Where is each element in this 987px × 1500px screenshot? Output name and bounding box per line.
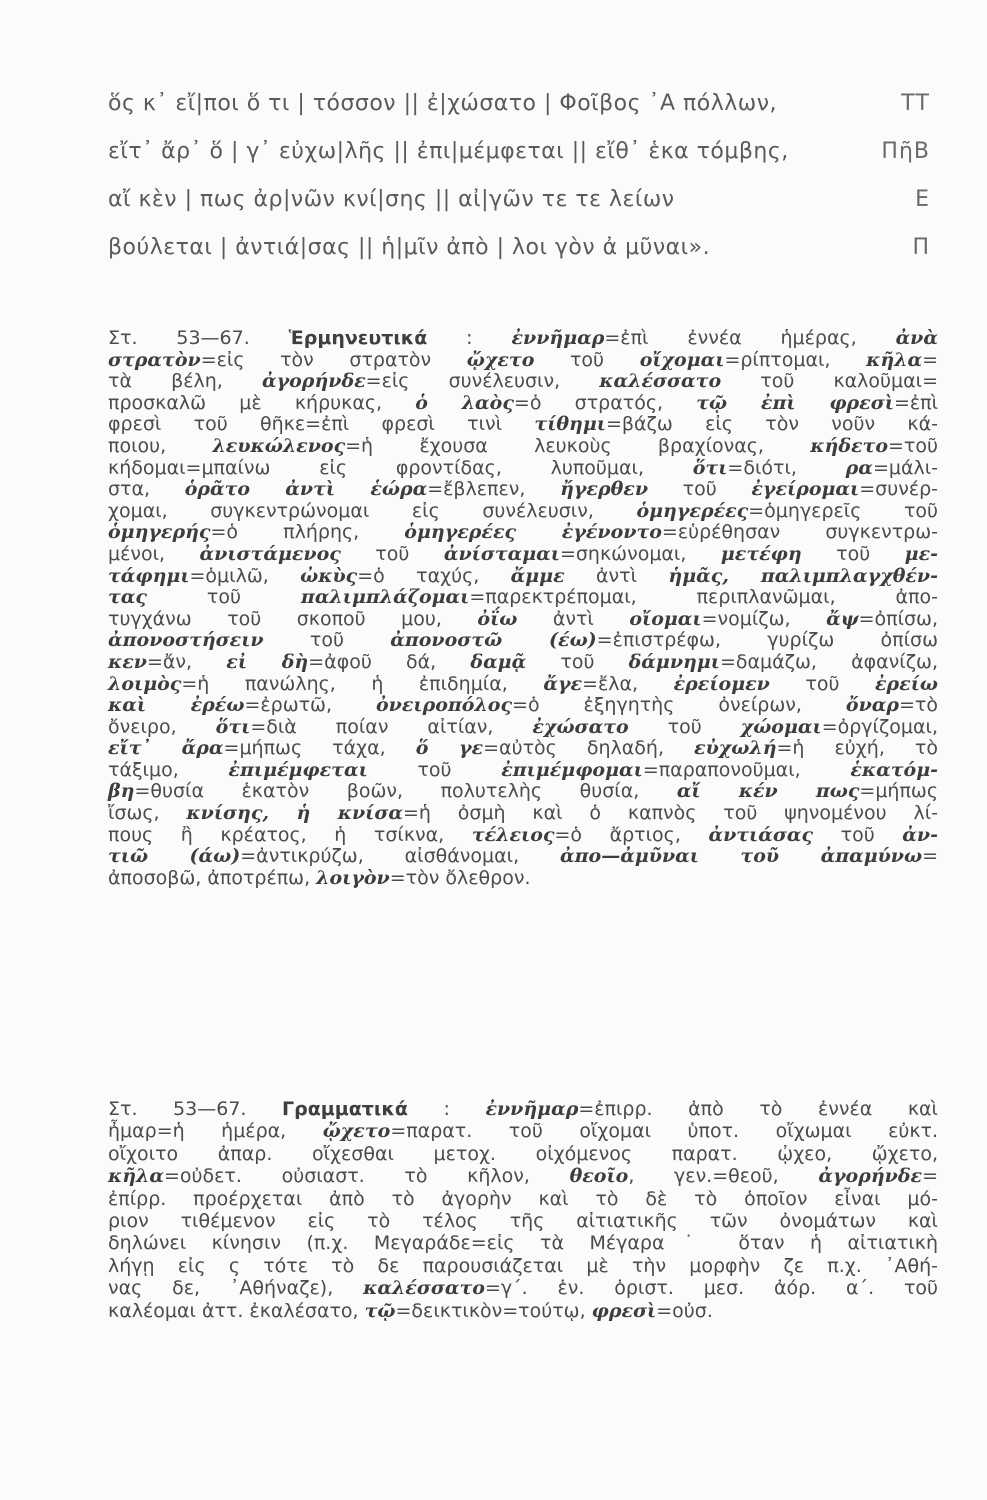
gloss-text: =τὸ bbox=[899, 694, 938, 717]
gloss-text: = bbox=[922, 348, 938, 371]
text-line bbox=[108, 695, 938, 717]
text-line bbox=[108, 544, 938, 566]
text-line bbox=[108, 674, 938, 696]
gloss-text: πους ἢ κρέατος, ἡ τσίκνα, bbox=[108, 823, 472, 846]
gloss-text: ποιου, bbox=[108, 434, 213, 457]
gloss-text: ἀποσοβῶ, ἀποτρέπω, bbox=[108, 866, 317, 889]
gloss-text: =μήπως τάχα, bbox=[223, 737, 416, 760]
text-line bbox=[108, 630, 938, 652]
gloss-text: =ὁ ἐξηγητὴς ὀνείρων, bbox=[512, 694, 846, 717]
greek-term: ἐννῆμαρ bbox=[485, 1098, 579, 1120]
text-line bbox=[108, 803, 938, 825]
greek-term: τάφημι bbox=[108, 564, 190, 587]
gloss-text: χομαι, συγκεντρώνομαι εἰς συνέλευσιν, bbox=[108, 499, 637, 522]
gloss-text: =ἡ ὀσμὴ καὶ ὁ καπνὸς τοῦ ψηνομένου λί- bbox=[402, 802, 938, 825]
text-line bbox=[108, 825, 938, 847]
greek-term: ὁρᾶτο ἀντὶ ἑώρα bbox=[184, 478, 428, 501]
gloss-text: =ὁ στρατός, bbox=[513, 391, 697, 414]
greek-term: ὅτι bbox=[215, 715, 251, 738]
gloss-text: =ὁ ταχύς, bbox=[357, 564, 511, 587]
gloss-text: ριον τιθέμενον εἰς τὸ τέλος τῆς αἰτιατικῆς τῶν ὀνομάτων καὶ bbox=[108, 1210, 938, 1233]
text-line bbox=[108, 328, 938, 350]
greek-term: κῆλα bbox=[108, 1165, 164, 1188]
text-line bbox=[108, 846, 938, 868]
greek-term: φρεσὶ bbox=[591, 1299, 657, 1322]
gloss-text: =ἔλα, bbox=[582, 672, 674, 695]
greek-term: ἀπο—ἀμῦναι τοῦ ἀπαμύνω bbox=[560, 845, 923, 868]
greek-term: τέλειος bbox=[471, 823, 555, 846]
gloss-text: =διότι, bbox=[727, 456, 846, 479]
greek-term: ὄναρ bbox=[845, 694, 900, 717]
greek-term: καλέσσατο bbox=[599, 370, 722, 393]
text-line bbox=[108, 501, 938, 523]
section-heading: Ἑρμηνευτικά bbox=[288, 327, 428, 349]
gloss-text: τοῦ bbox=[367, 758, 502, 781]
gloss-text: =ἀντικρύζω, αἰσθάνομαι, bbox=[240, 845, 561, 868]
text-line bbox=[108, 587, 938, 609]
gloss-text: προσκαλῶ μὲ κήρυκας, bbox=[108, 391, 416, 414]
gloss-text: = bbox=[922, 1165, 938, 1188]
gloss-text: φρεσὶ τοῦ θῆκε=ἐπὶ φρεσὶ τινὶ bbox=[108, 413, 535, 436]
gloss-text: =εἰς τὸν στρατὸν bbox=[200, 348, 467, 371]
meter-notation: Ε bbox=[915, 187, 930, 212]
text-line bbox=[108, 1188, 938, 1210]
gloss-text: =τὸν ὄλεθρον. bbox=[389, 866, 531, 889]
greek-term: τίθημι bbox=[534, 413, 606, 436]
gloss-text: τὰ βέλη, bbox=[108, 370, 262, 393]
gloss-text: =ὀπίσω, bbox=[858, 607, 938, 630]
gloss-text: =ἄν, bbox=[146, 650, 227, 673]
gloss-text: Στ. 53—67. bbox=[108, 1098, 283, 1120]
gloss-text: τυγχάνω τοῦ σκοποῦ μου, bbox=[108, 607, 478, 630]
text-line bbox=[108, 1098, 938, 1120]
greek-term: κήδετο bbox=[810, 434, 889, 457]
greek-term: ἀν- bbox=[902, 823, 938, 846]
gloss-text: =θυσία ἑκατὸν βοῶν, πολυτελὴς θυσία, bbox=[134, 780, 677, 803]
gloss-text: τοῦ bbox=[146, 586, 301, 609]
gloss-text: =βάζω εἰς τὸν νοῦν κά- bbox=[605, 413, 938, 436]
gloss-text: νας δε, ᾿Αθήναζε), bbox=[108, 1277, 364, 1300]
text-line bbox=[108, 1165, 938, 1187]
greek-term: ἐπιμέμφομαι bbox=[501, 758, 643, 781]
gloss-text: =δεικτικὸν=τούτῳ, bbox=[395, 1299, 592, 1322]
greek-term: ἀνὰ bbox=[895, 327, 938, 349]
meter-notation: ΤΤ bbox=[901, 91, 930, 116]
greek-term: οἴομαι bbox=[629, 607, 702, 630]
gloss-text: ἐπίρρ. προέρχεται ἀπὸ τὸ ἀγορὴν καὶ τὸ δὲ τὸ ὁποῖον εἶναι μό- bbox=[108, 1187, 938, 1210]
gloss-text: τοῦ bbox=[813, 823, 903, 846]
text-line bbox=[108, 371, 938, 393]
greek-term: ὁμηγερέες ἐγένοντο bbox=[404, 521, 662, 544]
gloss-text: =αὐτὸς δηλαδή, bbox=[483, 737, 695, 760]
gloss-text: ἴσως, bbox=[108, 802, 187, 825]
gloss-text: =ἐπιρρ. ἀπὸ τὸ ἐννέα καὶ bbox=[578, 1098, 938, 1120]
verse-line bbox=[108, 134, 958, 182]
greek-term: ἀγορήνδε bbox=[818, 1165, 923, 1188]
verse-block bbox=[108, 86, 958, 278]
greek-term: ὀνειροπόλος bbox=[375, 694, 513, 717]
greek-term: ἤγερθεν bbox=[560, 478, 649, 501]
greek-term: θεοῖο bbox=[569, 1165, 629, 1188]
greek-term: κνίσης, ἡ κνίσα bbox=[186, 802, 403, 825]
gloss-text: =παρατ. τοῦ οἴχομαι ὑποτ. οἴχωμαι εὐκτ. bbox=[390, 1120, 939, 1143]
gloss-text: =μήπως bbox=[859, 780, 938, 803]
gloss-text: =σηκώνομαι, bbox=[559, 542, 721, 565]
text-line bbox=[108, 479, 938, 501]
gloss-text: στα, bbox=[108, 478, 185, 501]
gloss-text: =ἐπὶ ἐννέα ἡμέρας, bbox=[604, 327, 896, 349]
gloss-text: =ὁμιλῶ, bbox=[189, 564, 301, 587]
gloss-text: =ἐπὶ bbox=[893, 391, 938, 414]
greek-term: ὅ γε bbox=[415, 737, 484, 760]
gloss-text: =οὐδετ. οὐσιαστ. τὸ κῆλον, bbox=[164, 1165, 570, 1188]
hermeneutic-notes bbox=[108, 328, 938, 889]
gloss-text: =ἡ πανώλης, ἡ ἐπιδημία, bbox=[181, 672, 544, 695]
gloss-text: = bbox=[922, 845, 939, 868]
greek-term: ἄψ bbox=[826, 607, 859, 630]
greek-term: ἄμμε bbox=[510, 564, 565, 587]
gloss-text: =συνέρ- bbox=[859, 478, 939, 501]
greek-term: ᾤχετο bbox=[322, 1120, 391, 1143]
grammar-notes bbox=[108, 1098, 938, 1322]
gloss-text: =ὁ πλήρης, bbox=[210, 521, 405, 544]
greek-term: ἐπιμέμφεται bbox=[228, 758, 368, 781]
gloss-text: τοῦ bbox=[526, 650, 629, 673]
verse-text: βούλεται | ἀντιά|σας || ἡ|μῖν ἀπὸ | λοι γὸν ἀ μῦναι». bbox=[108, 235, 711, 260]
text-line bbox=[108, 458, 938, 480]
greek-term: μετέφη bbox=[720, 542, 802, 565]
greek-term: ἐννῆμαρ bbox=[511, 327, 605, 349]
text-line bbox=[108, 1232, 938, 1254]
gloss-text: τοῦ bbox=[628, 715, 741, 738]
greek-term: τας bbox=[108, 586, 147, 609]
gloss-text: τοῦ καλοῦμαι= bbox=[721, 370, 939, 393]
gloss-text: =ρίπτομαι, bbox=[724, 348, 867, 371]
greek-term: ἀνίσταμαι bbox=[443, 542, 560, 565]
greek-term: ἀπονοστήσειν bbox=[108, 629, 264, 652]
greek-term: με- bbox=[904, 542, 939, 565]
gloss-text: τάξιμο, bbox=[108, 758, 229, 781]
greek-term: ἄγε bbox=[543, 672, 583, 695]
greek-term: κεν bbox=[108, 650, 147, 673]
gloss-text: =παραπονοῦμαι, bbox=[642, 758, 851, 781]
greek-term: στρατὸν bbox=[108, 348, 201, 371]
gloss-text: =ἡ ἔχουσα λευκοὺς βραχίονας, bbox=[345, 434, 811, 457]
text-line bbox=[108, 738, 938, 760]
gloss-text: λήγῃ εἰς ς τότε τὸ δε παρουσιάζεται μὲ τὴν μορφὴν ζε π.χ. ᾿Αθή- bbox=[108, 1254, 938, 1277]
greek-term: λευκώλενος bbox=[212, 434, 346, 457]
text-line bbox=[108, 1120, 938, 1142]
greek-term: τῷ ἐπὶ φρεσὶ bbox=[696, 391, 894, 414]
gloss-text: =εἰς συνέλευσιν, bbox=[365, 370, 600, 393]
gloss-text: τοῦ bbox=[648, 478, 752, 501]
text-line bbox=[108, 1300, 938, 1322]
gloss-text: =ἐπιστρέφω, γυρίζω ὀπίσω bbox=[596, 629, 938, 652]
gloss-text: =νομίζω, bbox=[701, 607, 827, 630]
gloss-text: =εὑρέθησαν συγκεντρω- bbox=[661, 521, 938, 544]
greek-term: ἀνιστάμενος bbox=[199, 542, 341, 565]
gloss-text: =ὁμηγερεῖς τοῦ bbox=[748, 499, 939, 522]
gloss-text: τοῦ bbox=[534, 348, 640, 371]
greek-term: ἀπονοστῶ (έω) bbox=[390, 629, 597, 652]
text-line bbox=[108, 1277, 938, 1299]
gloss-text: : bbox=[407, 1098, 486, 1120]
text-line bbox=[108, 781, 938, 803]
greek-term: δάμνημι bbox=[628, 650, 720, 673]
greek-term: ὁ λαὸς bbox=[415, 391, 514, 414]
greek-term: ἐρείομεν bbox=[673, 672, 770, 695]
text-line bbox=[108, 1210, 938, 1232]
greek-term: εἴτ᾿ ἄρα bbox=[108, 737, 224, 760]
gloss-text: =ὀργίζομαι, bbox=[821, 715, 939, 738]
greek-term: ἡμᾶς, παλιμπλαγχθέν- bbox=[668, 564, 938, 587]
verse-line bbox=[108, 182, 958, 230]
greek-term: ἐρείω bbox=[874, 672, 938, 695]
greek-term: ἀντιάσας bbox=[708, 823, 814, 846]
gloss-text: =ὁ ἄρτιος, bbox=[554, 823, 709, 846]
text-line bbox=[108, 566, 938, 588]
greek-term: τιῶ (άω) bbox=[108, 845, 241, 868]
gloss-text: δηλώνει κίνησιν (π.χ. Μεγαράδε=εἰς τὰ Μέγαρα˙ ὅταν ἡ αἰτιατικὴ bbox=[108, 1232, 938, 1255]
greek-term: ὁμηγερέες bbox=[636, 499, 749, 522]
text-line bbox=[108, 760, 938, 782]
gloss-text: , γεν.=θεοῦ, bbox=[628, 1165, 819, 1188]
greek-term: ἑκατόμ- bbox=[850, 758, 939, 781]
gloss-text: ὄνειρο, bbox=[108, 715, 216, 738]
gloss-text: =παρεκτρέπομαι, περιπλανῶμαι, ἀπο- bbox=[469, 586, 938, 609]
verse-line bbox=[108, 230, 958, 278]
greek-term: λοιμὸς bbox=[108, 672, 182, 695]
text-line bbox=[108, 393, 938, 415]
greek-term: βη bbox=[108, 780, 135, 803]
verse-line bbox=[108, 86, 958, 134]
greek-term: τῷ bbox=[364, 1299, 396, 1322]
gloss-text: ἀντὶ bbox=[517, 607, 630, 630]
gloss-text: =ἡ εὐχή, τὸ bbox=[776, 737, 938, 760]
gloss-text: =διὰ ποίαν αἰτίαν, bbox=[250, 715, 533, 738]
text-line bbox=[108, 609, 938, 631]
greek-term: λοιγὸν bbox=[316, 866, 390, 889]
greek-term: αἴ κέν πως bbox=[676, 780, 860, 803]
gloss-text: =τοῦ bbox=[888, 434, 938, 457]
greek-term: ᾤχετο bbox=[466, 348, 535, 371]
gloss-text: τοῦ bbox=[769, 672, 875, 695]
gloss-text: τοῦ bbox=[801, 542, 905, 565]
verse-text: ὅς κ᾿ εἴ|ποι ὅ τι | τόσσον || ἐ|χώσατο | Φοῖβος ᾿Α πόλλων, bbox=[108, 91, 778, 116]
text-line bbox=[108, 522, 938, 544]
gloss-text: τοῦ bbox=[340, 542, 444, 565]
text-line bbox=[108, 436, 938, 458]
gloss-text: =οὐσ. bbox=[656, 1299, 713, 1322]
gloss-text: καλέομαι ἀττ. ἐκαλέσατο, bbox=[108, 1299, 365, 1322]
greek-term: ἐχώσατο bbox=[532, 715, 629, 738]
verse-text: εἴτ᾿ ἄρ᾿ ὅ | γ᾿ εὐχω|λῆς || ἐπι|μέμφεται || εἴθ᾿ ἑκα τόμβης, bbox=[108, 139, 789, 164]
gloss-text: Στ. 53—67. bbox=[108, 327, 289, 349]
text-line bbox=[108, 350, 938, 372]
gloss-text: μένοι, bbox=[108, 542, 200, 565]
gloss-text: : bbox=[427, 327, 512, 349]
text-line bbox=[108, 868, 938, 890]
section-heading: Γραμματικά bbox=[282, 1098, 408, 1120]
meter-notation: ΠῆΒ bbox=[881, 139, 930, 164]
greek-term: οἴχομαι bbox=[639, 348, 725, 371]
greek-term: καὶ ἐρέω bbox=[108, 694, 245, 717]
greek-term: παλιμπλάζομαι bbox=[300, 586, 470, 609]
gloss-text: =γ΄. ἑν. ὁριστ. μεσ. ἀόρ. α΄. τοῦ bbox=[484, 1277, 939, 1300]
greek-term: εὐχωλή bbox=[694, 737, 777, 760]
greek-term: καλέσσατο bbox=[363, 1277, 485, 1300]
greek-term: ἀγορήνδε bbox=[261, 370, 366, 393]
text-line bbox=[108, 717, 938, 739]
meter-notation: Π bbox=[912, 235, 930, 260]
greek-term: ὁμηγερής bbox=[108, 521, 211, 544]
greek-term: δαμᾷ bbox=[470, 650, 527, 673]
greek-term: ἐγείρομαι bbox=[751, 478, 860, 501]
gloss-text: =μάλι- bbox=[872, 456, 938, 479]
greek-term: ὅτι bbox=[692, 456, 728, 479]
gloss-text: ἀντὶ bbox=[564, 564, 669, 587]
verse-text: αἴ κὲν | πως ἀρ|νῶν κνί|σης || αἰ|γῶν τε τε λείων bbox=[108, 187, 675, 212]
text-line bbox=[108, 1143, 938, 1165]
text-line bbox=[108, 414, 938, 436]
greek-term: ὠκὺς bbox=[300, 564, 358, 587]
gloss-text: =ἀφοῦ δά, bbox=[308, 650, 471, 673]
gloss-text: τοῦ bbox=[263, 629, 391, 652]
gloss-text: οἴχοιτο ἀπαρ. οἴχεσθαι μετοχ. οἰχόμενος παρατ. ᾠχεο, ᾤχετο, bbox=[108, 1142, 938, 1165]
gloss-text: =ἐρωτῶ, bbox=[244, 694, 376, 717]
text-line bbox=[108, 1255, 938, 1277]
gloss-text: =δαμάζω, ἀφανίζω, bbox=[719, 650, 938, 673]
text-line bbox=[108, 652, 938, 674]
gloss-text: =ἔβλεπεν, bbox=[427, 478, 561, 501]
greek-term: εἰ δὴ bbox=[226, 650, 309, 673]
greek-term: ὀΐω bbox=[477, 607, 518, 630]
greek-term: χώομαι bbox=[740, 715, 822, 738]
gloss-text: ἦμαρ=ἡ ἡμέρα, bbox=[108, 1120, 323, 1143]
greek-term: ρα bbox=[845, 456, 873, 479]
greek-term: κῆλα bbox=[866, 348, 923, 371]
gloss-text: κήδομαι=μπαίνω εἰς φροντίδας, λυποῦμαι, bbox=[108, 456, 693, 479]
